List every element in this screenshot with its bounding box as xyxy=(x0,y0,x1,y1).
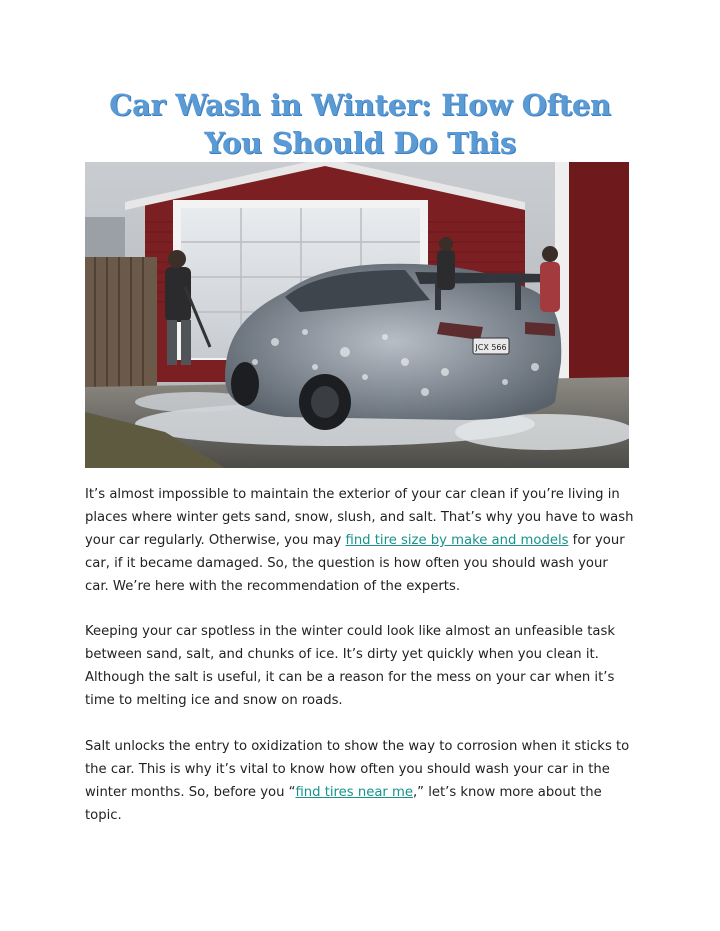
paragraph-2-text: Keeping your car spotless in the winter could look like almost an unfeasible task between sand, salt, and chunks of ice. It’s dirty yet quickly when you clean it. Although the salt is useful, it can be a reason for the mess on your car when it’s time to melting ice and snow on roads. xyxy=(85,624,615,708)
paragraph-3-text-after: ,” let’s know more about the topic. xyxy=(85,785,602,823)
find-tires-near-me-link[interactable]: find tires near me xyxy=(295,785,413,800)
license-plate: JCX 566 xyxy=(475,343,507,352)
find-tire-size-link[interactable]: find tire size by make and models xyxy=(345,533,569,548)
title-line-1: Car Wash in Winter: How Often xyxy=(109,88,611,122)
paragraph-intro xyxy=(85,483,635,598)
paragraph-1-text-after: for your car, if it became damaged. So, the question is how often you should wash your car. We’re here with the recommendation of the experts. xyxy=(85,533,625,594)
paragraph-3-text-before: Salt unlocks the entry to oxidization to show the way to corrosion when it sticks to the car. This is why it’s vital to know how often you should wash your car in the winter months. So, before you “ xyxy=(85,739,630,800)
paragraph-1-text-before: It’s almost impossible to maintain the exterior of your car clean if you’re living in places where winter gets sand, snow, slush, and salt. That’s why you have to wash your car regularly. Otherwise, you may xyxy=(85,487,634,548)
paragraph-salt-corrosion xyxy=(85,735,635,827)
page-title xyxy=(60,86,660,162)
title-line-2: You Should Do This xyxy=(204,126,516,160)
car-wash-photo xyxy=(85,162,629,468)
paragraph-winter-cleaning xyxy=(85,620,635,712)
